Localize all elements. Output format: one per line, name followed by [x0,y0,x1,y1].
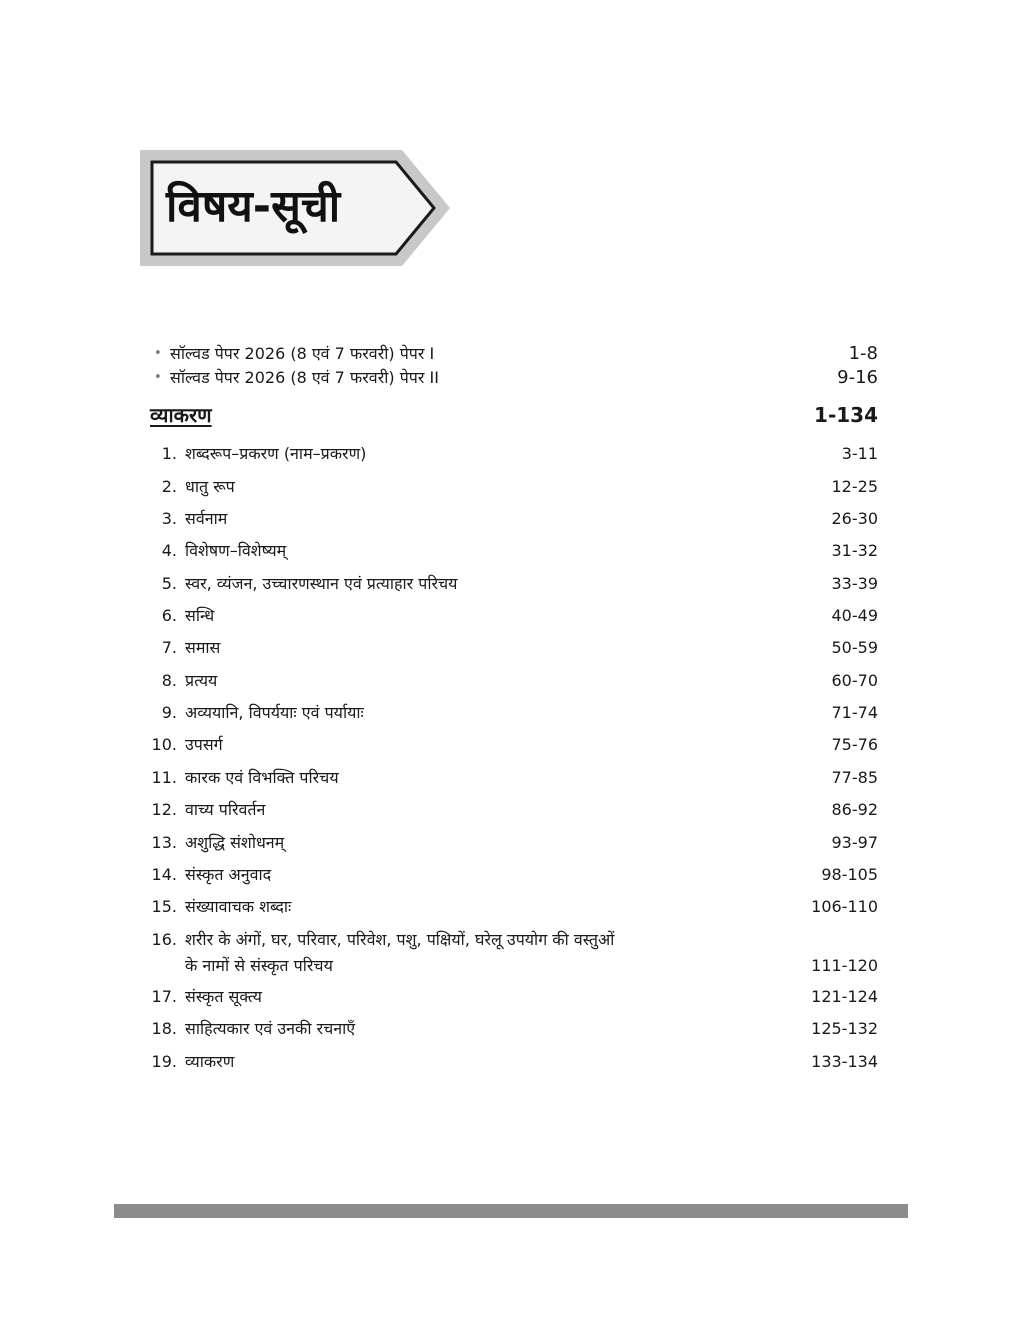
bullet-icon: • [154,346,162,361]
chapter-title: साहित्यकार एवं उनकी रचनाएँ [185,1019,356,1038]
chapter-number: 2. [161,477,177,496]
chapter-pages: 75-76 [831,735,878,754]
chapter-number: 8. [161,671,177,690]
table-row[interactable] [0,830,1024,856]
chapter-title: सन्धि [185,606,215,625]
chapter-pages: 12-25 [831,477,878,496]
chapter-title: धातु रूप [185,477,235,496]
table-row[interactable] [0,765,1024,791]
chapter-pages: 33-39 [831,574,878,593]
bullet-icon: • [154,370,162,385]
chapter-number: 4. [161,541,177,560]
chapter-title: कारक एवं विभक्ति परिचय [185,768,339,787]
table-row[interactable] [0,927,1024,981]
table-row[interactable] [0,862,1024,888]
chapter-number: 13. [151,833,177,852]
page-title: विषय-सूची [166,181,341,232]
chapter-title: संख्यावाचक शब्दाः [185,897,292,916]
table-row[interactable] [0,441,1024,467]
chapter-title: वाच्य परिवर्तन [185,800,266,819]
chapter-number: 11. [151,768,177,787]
chapter-title-line2: के नामों से संस्कृत परिचय [185,956,333,975]
toc-entry-pages: 1-8 [848,343,878,364]
chapter-title: समास [185,638,221,657]
chapter-number: 19. [151,1052,177,1071]
chapter-title: प्रत्यय [185,671,218,690]
table-row[interactable] [0,984,1024,1010]
chapter-number: 5. [161,574,177,593]
chapter-title: अशुद्धि संशोधनम् [185,833,285,852]
toc-entry-title: सॉल्वड पेपर 2026 (8 एवं 7 फरवरी) पेपर II [170,368,439,387]
chapter-pages: 3-11 [841,444,878,463]
chapter-number: 9. [161,703,177,722]
chapter-pages: 60-70 [831,671,878,690]
chapter-title: सर्वनाम [185,509,228,528]
chapter-title: संस्कृत सूक्त्य [185,987,262,1006]
table-row[interactable] [0,700,1024,726]
chapter-pages: 31-32 [831,541,878,560]
section-header[interactable] [0,400,1024,430]
toc-entry-pages: 9-16 [837,367,878,388]
chapter-number: 15. [151,897,177,916]
chapter-pages: 111-120 [811,956,878,975]
chapter-title: विशेषण–विशेष्यम् [185,541,287,560]
section-title: व्याकरण [150,403,212,427]
footer-divider [114,1204,908,1218]
chapter-pages: 98-105 [821,865,878,884]
table-row[interactable] [0,571,1024,597]
chapter-pages: 71-74 [831,703,878,722]
chapter-number: 6. [161,606,177,625]
chapter-number: 12. [151,800,177,819]
chapter-title: व्याकरण [185,1052,235,1071]
chapter-number: 18. [151,1019,177,1038]
chapter-title: शब्दरूप–प्रकरण (नाम–प्रकरण) [185,444,367,463]
table-row[interactable] [0,635,1024,661]
table-row[interactable] [0,668,1024,694]
chapter-title: संस्कृत अनुवाद [185,865,272,884]
chapter-number: 10. [151,735,177,754]
table-row[interactable] [0,894,1024,920]
table-row[interactable] [0,732,1024,758]
chapter-pages: 86-92 [831,800,878,819]
table-row[interactable] [0,1016,1024,1042]
table-row[interactable] [0,474,1024,500]
chapter-title: स्वर, व्यंजन, उच्चारणस्थान एवं प्रत्याहार परिचय [185,574,458,593]
chapter-pages: 40-49 [831,606,878,625]
chapter-title: अव्ययानि, विपर्ययाः एवं पर्यायाः [185,703,364,722]
chapter-title: शरीर के अंगों, घर, परिवार, परिवेश, पशु, पक्षियों, घरेलू उपयोग की वस्तुओं [185,930,615,949]
table-row[interactable] [0,603,1024,629]
chapter-number: 7. [161,638,177,657]
chapter-number: 16. [151,930,177,949]
chapter-pages: 106-110 [811,897,878,916]
chapter-pages: 77-85 [831,768,878,787]
chapter-number: 17. [151,987,177,1006]
list-item[interactable] [0,341,1024,367]
table-row[interactable] [0,797,1024,823]
table-row[interactable] [0,538,1024,564]
chapter-title: उपसर्ग [185,735,223,754]
chapter-number: 14. [151,865,177,884]
chapter-pages: 26-30 [831,509,878,528]
chapter-pages: 121-124 [811,987,878,1006]
chapter-pages: 133-134 [811,1052,878,1071]
chapter-pages: 93-97 [831,833,878,852]
section-pages: 1-134 [814,403,878,427]
table-row[interactable] [0,1049,1024,1075]
chapter-number: 3. [161,509,177,528]
chapter-pages: 50-59 [831,638,878,657]
toc-entry-title: सॉल्वड पेपर 2026 (8 एवं 7 फरवरी) पेपर I [170,344,435,363]
chapter-pages: 125-132 [811,1019,878,1038]
table-row[interactable] [0,506,1024,532]
list-item[interactable] [0,365,1024,391]
chapter-number: 1. [161,444,177,463]
